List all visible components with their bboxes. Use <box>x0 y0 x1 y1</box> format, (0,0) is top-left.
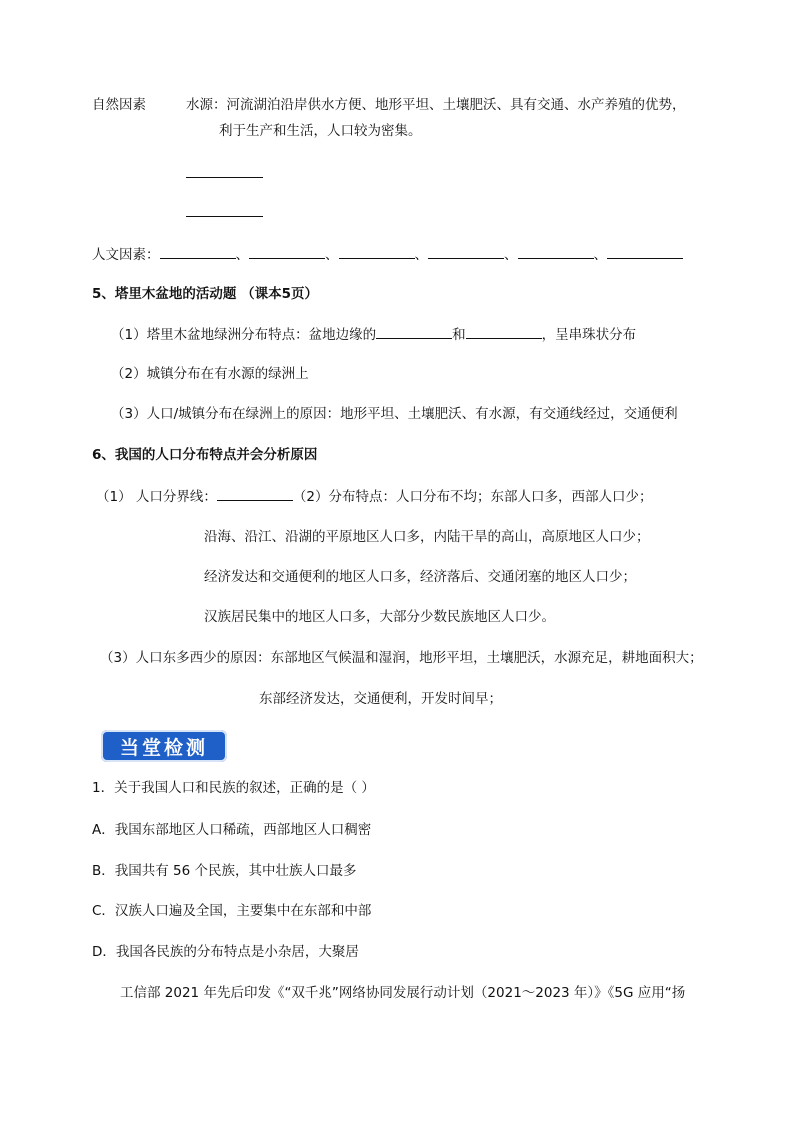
natural-factors-label: 自然因素 <box>92 97 146 113</box>
human-factors-row: 人文因素： 、 、 、 、 、 <box>92 244 683 265</box>
section-5-item-1: （1）塔里木盆地绿洲分布特点：盆地边缘的 和 ，呈串珠状分布 <box>111 324 636 345</box>
section-6-line-4: 汉族居民集中的地区人口多，大部分少数民族地区人口少。 <box>204 609 555 625</box>
population-line-blank[interactable] <box>217 486 293 501</box>
section-6-line-5: （3）人口东多西少的原因：东部地区气候温和湿润，地形平坦，土壤肥沃，水源充足，耕地面积大； <box>100 650 703 666</box>
quiz-option-b[interactable]: B．我国共有 56 个民族，其中壮族人口最多 <box>92 863 357 879</box>
trailing-paragraph: 工信部 2021 年先后印发《“双千兆”网络协同发展行动计划（2021～2023 年）》《5G 应用“扬 <box>120 985 686 1001</box>
fill-blank-1[interactable] <box>186 163 263 184</box>
section-6-line-6: 东部经济发达，交通便利，开发时间早； <box>259 691 502 707</box>
fill-blank-2[interactable] <box>186 202 263 223</box>
section-5-item-3: （3）人口/城镇分布在绿洲上的原因：地形平坦、土壤肥沃、有水源，有交通线经过，交通便利 <box>111 406 678 422</box>
water-source-line-2: 利于生产和生活，人口较为密集。 <box>219 123 422 139</box>
human-blank-4[interactable] <box>428 244 504 259</box>
class-test-banner: 当堂检测 <box>101 730 227 762</box>
human-blank-1[interactable] <box>160 244 236 259</box>
section-6-heading: 6、我国的人口分布特点并会分析原因 <box>92 447 318 463</box>
section-6-line-3: 经济发达和交通便利的地区人口多，经济落后、交通闭塞的地区人口少； <box>204 569 636 585</box>
human-blank-6[interactable] <box>607 244 683 259</box>
quiz-option-a[interactable]: A．我国东部地区人口稀疏，西部地区人口稠密 <box>92 822 372 838</box>
human-blank-3[interactable] <box>339 244 415 259</box>
section-6-line-2: 沿海、沿江、沿湖的平原地区人口多，内陆干旱的高山，高原地区人口少； <box>204 529 650 545</box>
oasis-blank-2[interactable] <box>466 324 542 339</box>
section-5-heading: 5、塔里木盆地的活动题 （课本5页） <box>92 286 318 302</box>
human-blank-2[interactable] <box>249 244 325 259</box>
quiz-question-1: 1．关于我国人口和民族的叙述，正确的是（ ） <box>92 780 375 796</box>
human-blank-5[interactable] <box>518 244 594 259</box>
section-5-item-2: （2）城镇分布在有水源的绿洲上 <box>111 366 309 382</box>
quiz-option-c[interactable]: C．汉族人口遍及全国，主要集中在东部和中部 <box>92 903 372 919</box>
water-source-line-1: 水源：河流湖泊沿岸供水方便、地形平坦、土壤肥沃、具有交通、水产养殖的优势， <box>186 97 686 113</box>
section-6-line-1: （1） 人口分界线： （2）分布特点：人口分布不均；东部人口多，西部人口少； <box>96 486 652 507</box>
quiz-option-d[interactable]: D．我国各民族的分布特点是小杂居，大聚居 <box>92 944 359 960</box>
human-factors-label: 人文因素： <box>92 247 160 263</box>
oasis-blank-1[interactable] <box>376 324 452 339</box>
